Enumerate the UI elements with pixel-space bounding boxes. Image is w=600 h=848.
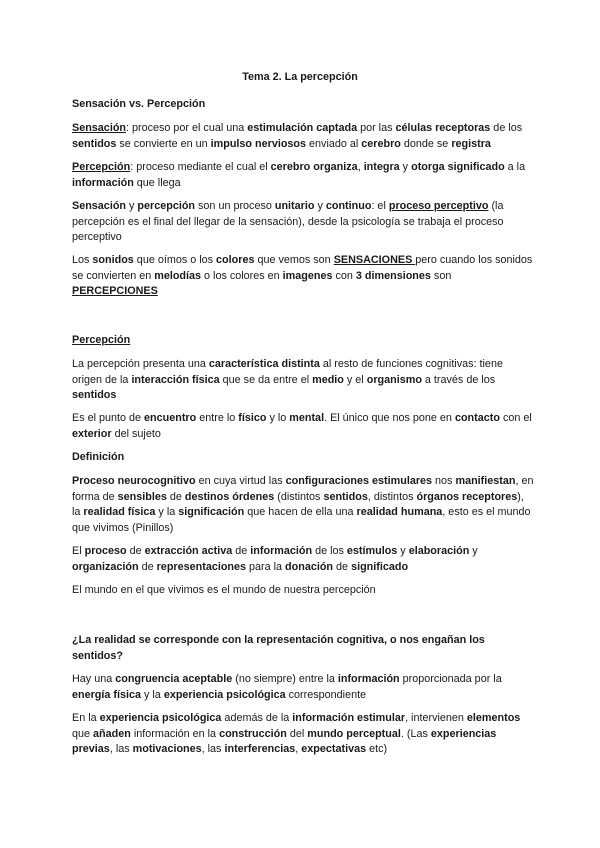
text-run: del sujeto xyxy=(111,427,161,440)
emphasis-text: información xyxy=(72,176,134,189)
text-run: pero cuando los sonidos se convierten en xyxy=(72,254,533,282)
emphasis-text: congruencia aceptable xyxy=(115,673,233,685)
emphasis-text: órganos receptores xyxy=(416,490,518,503)
text-run: y xyxy=(314,200,326,212)
emphasis-text: estímulos xyxy=(346,545,398,557)
emphasis-text: mundo perceptual xyxy=(307,727,401,740)
emphasis-text: significación xyxy=(178,506,245,518)
emphasis-text: experiencia psicológica xyxy=(99,712,222,724)
text-run: son xyxy=(430,269,452,282)
text-run: por las xyxy=(357,122,396,134)
paragraph-experiencia-psicologica xyxy=(72,711,534,758)
paragraph-punto-encuentro xyxy=(72,411,534,442)
emphasis-text: sensibles xyxy=(117,490,167,503)
text-run: de xyxy=(232,545,251,557)
emphasis-text: Proceso neurocognitivo xyxy=(72,475,196,487)
emphasis-text: energía física xyxy=(72,688,142,701)
paragraph-percepcion-definition xyxy=(72,160,534,191)
emphasis-text: unitario xyxy=(274,200,315,212)
text-run: de xyxy=(166,490,185,503)
emphasis-text: significado xyxy=(351,560,409,573)
emphasis-text: realidad humana xyxy=(356,506,443,518)
text-run: entre lo xyxy=(196,412,239,424)
text-run: al resto de funciones cognitivas: tiene origen de la xyxy=(72,358,503,386)
text-run: de xyxy=(138,560,157,573)
text-run: del xyxy=(286,727,308,740)
text-run: a través de los xyxy=(421,373,496,386)
emphasis-text: melodías xyxy=(154,269,202,282)
emphasis-text: configuraciones estimulares xyxy=(285,475,433,487)
emphasis-text: SENSACIONES xyxy=(333,254,416,266)
text-run: . (Las xyxy=(400,727,431,740)
heading-definicion: Definición xyxy=(72,451,125,463)
text-run: y la xyxy=(155,506,179,518)
emphasis-text: 3 dimensiones xyxy=(355,269,431,282)
emphasis-text: PERCEPCIONES xyxy=(72,285,158,297)
text-run: proporcionada por la xyxy=(399,673,502,685)
text-run: de xyxy=(126,545,145,557)
text-run: nos xyxy=(432,475,456,487)
paragraph-mundo-percepcion xyxy=(72,583,534,599)
emphasis-text: elementos xyxy=(466,712,521,724)
emphasis-text: continuo xyxy=(325,200,372,212)
emphasis-text: Percepción xyxy=(72,161,131,173)
emphasis-text: exterior xyxy=(72,427,112,440)
emphasis-text: realidad física xyxy=(83,506,156,518)
emphasis-text: proceso xyxy=(84,545,127,557)
emphasis-text: proceso perceptivo xyxy=(388,200,489,212)
paragraph-extraccion-activa xyxy=(72,544,534,575)
text-run: , xyxy=(295,743,302,755)
text-run: además de la xyxy=(221,712,293,724)
text-run: para la xyxy=(246,560,286,573)
emphasis-text: impulso nerviosos xyxy=(210,137,307,150)
paragraph-caracteristica-distinta xyxy=(72,357,534,404)
text-run: y xyxy=(469,545,478,557)
text-run: El xyxy=(72,545,85,557)
text-run: que se da entre el xyxy=(219,373,313,386)
emphasis-text: sentidos xyxy=(323,490,368,503)
emphasis-text: otorga significado xyxy=(411,161,505,173)
emphasis-text: contacto xyxy=(454,412,500,424)
emphasis-text: medio xyxy=(312,373,344,386)
text-run: , xyxy=(357,161,364,173)
text-run: Hay una xyxy=(72,673,116,685)
text-run: ), la xyxy=(72,490,524,518)
text-run: , las xyxy=(109,743,133,755)
emphasis-text: construcción xyxy=(219,727,287,740)
text-run: y la xyxy=(141,688,164,701)
text-run: y el xyxy=(343,373,367,386)
heading-sensacion-vs-percepcion: Sensación vs. Percepción xyxy=(72,98,206,110)
text-run: que llega xyxy=(133,176,181,189)
text-run: , distintos xyxy=(367,490,417,503)
emphasis-text: estimulación captada xyxy=(247,122,358,134)
text-run: de los xyxy=(490,122,523,134)
text-run: : proceso por el cual una xyxy=(126,122,248,134)
text-run: información en la xyxy=(130,727,220,740)
emphasis-text: colores xyxy=(216,254,255,266)
text-run: y xyxy=(397,545,409,557)
text-run: , las xyxy=(201,743,225,755)
emphasis-text: imagenes xyxy=(282,269,333,282)
text-run: Es el punto de xyxy=(72,412,145,424)
text-run: Los xyxy=(72,254,93,266)
text-run: : el xyxy=(371,200,389,212)
text-run: que xyxy=(72,727,94,740)
emphasis-text: experiencias previas xyxy=(72,727,497,755)
emphasis-text: interferencias xyxy=(224,743,296,755)
text-run: , esto es el mundo que vivimos (Pinillos) xyxy=(72,506,531,534)
text-run: de xyxy=(333,560,352,573)
paragraph-congruencia-aceptable xyxy=(72,672,534,703)
emphasis-text: sentidos xyxy=(72,137,117,150)
text-run: enviado al xyxy=(306,137,362,150)
paragraph-sensaciones-percepciones xyxy=(72,253,534,300)
emphasis-text: representaciones xyxy=(156,560,247,573)
emphasis-text: información xyxy=(337,673,400,685)
paragraph-sensacion-definition xyxy=(72,121,534,152)
text-run: donde se xyxy=(400,137,452,150)
paragraph-proceso-perceptivo xyxy=(72,199,534,246)
emphasis-text: percepción xyxy=(137,200,196,212)
text-run: La percepción presenta una xyxy=(72,358,209,370)
emphasis-text: cerebro organiza xyxy=(270,161,358,173)
emphasis-text: destinos órdenes xyxy=(184,490,275,503)
emphasis-text: registra xyxy=(451,137,491,150)
emphasis-text: característica distinta xyxy=(208,358,320,370)
text-run: : proceso mediante el cual el xyxy=(130,161,271,173)
text-run: (distintos xyxy=(274,490,324,503)
emphasis-text: elaboración xyxy=(408,545,470,557)
text-run: y xyxy=(126,200,138,212)
text-run: , en forma de xyxy=(72,475,534,503)
text-run: y xyxy=(399,161,412,173)
emphasis-text: sonidos xyxy=(92,254,134,266)
emphasis-text: físico xyxy=(238,412,267,424)
page-title: Tema 2. La percepción xyxy=(242,71,358,83)
emphasis-text: extracción activa xyxy=(144,545,233,557)
emphasis-text: información estimular xyxy=(292,712,406,724)
text-run: se convierte en un xyxy=(116,137,211,150)
text-run: en cuya virtud las xyxy=(195,475,286,487)
text-run: son un proceso xyxy=(195,200,275,212)
emphasis-text: organización xyxy=(72,560,139,573)
text-run: , intervienen xyxy=(405,712,467,724)
emphasis-text: Sensación xyxy=(72,122,127,134)
text-run: de los xyxy=(312,545,347,557)
emphasis-text: información xyxy=(250,545,313,557)
text-run: correspondiente xyxy=(285,688,367,701)
emphasis-text: sentidos xyxy=(72,389,117,401)
text-run: y lo xyxy=(266,412,290,424)
emphasis-text: organismo xyxy=(366,373,422,386)
text-run: que vemos son xyxy=(254,254,334,266)
heading-percepcion: Percepción xyxy=(72,334,131,346)
text-run: a la xyxy=(504,161,526,173)
heading-realidad-sentidos: ¿La realidad se corresponde con la representación cognitiva, o nos engañan los sentidos? xyxy=(72,634,485,662)
emphasis-text: manifiestan xyxy=(455,475,516,487)
emphasis-text: cerebro xyxy=(361,137,401,150)
emphasis-text: interacción física xyxy=(131,373,220,386)
emphasis-text: añaden xyxy=(93,727,131,740)
emphasis-text: expectativas xyxy=(301,743,367,755)
emphasis-text: experiencia psicológica xyxy=(163,688,286,701)
text-run: o los colores en xyxy=(201,269,283,282)
emphasis-text: encuentro xyxy=(144,412,197,424)
emphasis-text: células receptoras xyxy=(395,122,491,134)
emphasis-text: mental xyxy=(289,412,325,424)
text-run: . El único que nos pone en xyxy=(324,412,455,424)
text-run: con xyxy=(332,269,356,282)
emphasis-text: integra xyxy=(363,161,400,173)
text-run: etc) xyxy=(366,743,388,755)
text-run: que hacen de ella una xyxy=(244,506,357,518)
text-run: En la xyxy=(72,712,100,724)
text-run: que oímos o los xyxy=(133,254,217,266)
emphasis-text: donación xyxy=(285,560,334,573)
emphasis-text: motivaciones xyxy=(132,743,202,755)
emphasis-text: Sensación xyxy=(72,200,127,212)
text-run: con el xyxy=(499,412,532,424)
text-run: (no siempre) entre la xyxy=(232,673,338,685)
text-run: El mundo en el que vivimos es el mundo de nuestra percepción xyxy=(72,584,376,596)
text-run: (la percepción es el final del llegar de la sensación), desde la psicología se trabaja el proceso perceptivo xyxy=(72,200,504,243)
paragraph-proceso-neurocognitivo xyxy=(72,474,534,536)
